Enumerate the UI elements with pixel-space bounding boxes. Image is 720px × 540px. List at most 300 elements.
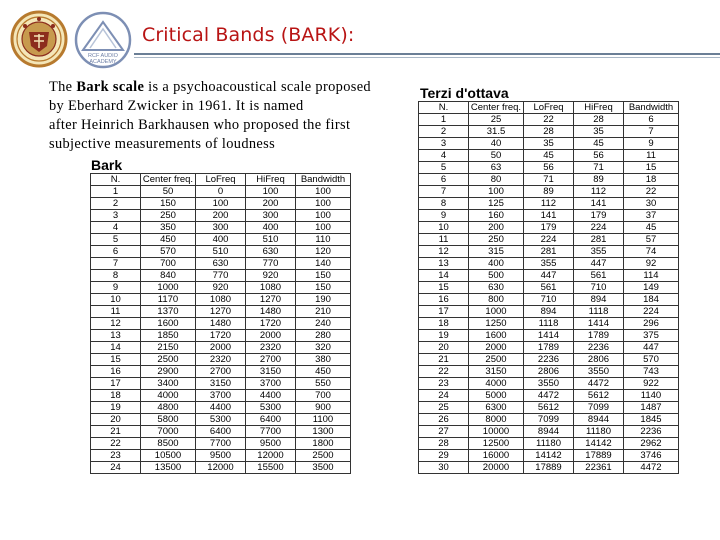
table-cell: 35 <box>524 138 574 150</box>
table-cell: 920 <box>196 282 246 294</box>
table-row <box>91 378 351 390</box>
table-cell: 1170 <box>141 294 196 306</box>
table-cell: 450 <box>296 366 351 378</box>
table-cell: 510 <box>246 234 296 246</box>
table-cell: 15 <box>419 282 469 294</box>
table-cell: 2000 <box>469 342 524 354</box>
table-cell: 30 <box>419 462 469 474</box>
table-cell: 1118 <box>524 318 574 330</box>
table-cell: 447 <box>524 270 574 282</box>
table-cell: 125 <box>469 198 524 210</box>
terzi-table-caption: Terzi d'ottava <box>420 85 509 101</box>
table-cell: 150 <box>296 282 351 294</box>
table-row <box>91 198 351 210</box>
table-cell: 50 <box>141 186 196 198</box>
table-cell: 13 <box>419 258 469 270</box>
intro-line-2: by Eberhard Zwicker in 1961. It is named <box>49 98 304 114</box>
table-cell: 11180 <box>574 426 624 438</box>
table-cell: 11 <box>624 150 679 162</box>
table-cell: 45 <box>624 222 679 234</box>
table-row <box>91 438 351 450</box>
table-cell: 1789 <box>574 330 624 342</box>
table-cell: 800 <box>469 294 524 306</box>
table-cell: 2320 <box>246 342 296 354</box>
table-cell: 1080 <box>246 282 296 294</box>
table-cell: 2806 <box>574 354 624 366</box>
table-cell: 570 <box>141 246 196 258</box>
table-row <box>419 390 679 402</box>
table-row <box>91 342 351 354</box>
table-cell: 35 <box>574 126 624 138</box>
table-cell: 1250 <box>469 318 524 330</box>
table-cell: 22 <box>419 366 469 378</box>
table-cell: 7099 <box>574 402 624 414</box>
column-header: Center freq. <box>469 102 524 114</box>
table-row <box>91 318 351 330</box>
table-cell: 447 <box>624 342 679 354</box>
table-row <box>419 246 679 258</box>
table-cell: 770 <box>246 258 296 270</box>
table-cell: 150 <box>296 270 351 282</box>
table-cell: 3150 <box>196 378 246 390</box>
table-row <box>91 246 351 258</box>
table-cell: 160 <box>469 210 524 222</box>
table-cell: 375 <box>624 330 679 342</box>
table-cell: 4800 <box>141 402 196 414</box>
table-row <box>419 138 679 150</box>
table-cell: 250 <box>469 234 524 246</box>
table-cell: 17 <box>91 378 141 390</box>
table-cell: 1789 <box>524 342 574 354</box>
header-logos <box>10 10 134 70</box>
table-cell: 3400 <box>141 378 196 390</box>
table-cell: 1720 <box>246 318 296 330</box>
table-cell: 9 <box>624 138 679 150</box>
table-cell: 10 <box>91 294 141 306</box>
intro-term-bark-scale: Bark scale <box>76 79 145 95</box>
table-cell: 63 <box>469 162 524 174</box>
table-cell: 4000 <box>469 378 524 390</box>
table-cell: 4472 <box>524 390 574 402</box>
table-cell: 894 <box>524 306 574 318</box>
table-cell: 5300 <box>246 402 296 414</box>
table-header-row <box>91 174 351 186</box>
table-cell: 4472 <box>624 462 679 474</box>
table-cell: 1720 <box>196 330 246 342</box>
table-cell: 19 <box>419 330 469 342</box>
table-cell: 355 <box>574 246 624 258</box>
table-cell: 2900 <box>141 366 196 378</box>
table-row <box>419 270 679 282</box>
table-cell: 2 <box>419 126 469 138</box>
table-cell: 1118 <box>574 306 624 318</box>
table-cell: 300 <box>196 222 246 234</box>
table-cell: 16000 <box>469 450 524 462</box>
table-cell: 120 <box>296 246 351 258</box>
table-cell: 26 <box>419 414 469 426</box>
table-cell: 110 <box>296 234 351 246</box>
table-cell: 1600 <box>141 318 196 330</box>
table-cell: 21 <box>419 354 469 366</box>
table-cell: 2236 <box>624 426 679 438</box>
table-cell: 224 <box>524 234 574 246</box>
table-cell: 561 <box>574 270 624 282</box>
table-cell: 2962 <box>624 438 679 450</box>
table-cell: 28 <box>524 126 574 138</box>
table-cell: 40 <box>469 138 524 150</box>
table-cell: 5 <box>91 234 141 246</box>
table-cell: 4000 <box>141 390 196 402</box>
table-cell: 6300 <box>469 402 524 414</box>
table-cell: 56 <box>574 150 624 162</box>
table-cell: 240 <box>296 318 351 330</box>
table-cell: 710 <box>524 294 574 306</box>
table-cell: 320 <box>296 342 351 354</box>
table-cell: 2150 <box>141 342 196 354</box>
bark-table <box>90 173 351 474</box>
table-cell: 3150 <box>469 366 524 378</box>
table-cell: 16 <box>91 366 141 378</box>
table-cell: 300 <box>246 210 296 222</box>
table-cell: 8944 <box>524 426 574 438</box>
table-cell: 8 <box>91 270 141 282</box>
column-header: N. <box>91 174 141 186</box>
table-cell: 350 <box>141 222 196 234</box>
table-cell: 100 <box>296 186 351 198</box>
table-cell: 13 <box>91 330 141 342</box>
table-cell: 17 <box>419 306 469 318</box>
table-cell: 1100 <box>296 414 351 426</box>
table-cell: 3150 <box>246 366 296 378</box>
table-cell: 7000 <box>141 426 196 438</box>
table-cell: 1800 <box>296 438 351 450</box>
table-cell: 1370 <box>141 306 196 318</box>
table-cell: 10500 <box>141 450 196 462</box>
table-cell: 8000 <box>469 414 524 426</box>
table-cell: 28 <box>419 438 469 450</box>
table-cell: 150 <box>141 198 196 210</box>
table-cell: 3746 <box>624 450 679 462</box>
table-row <box>419 282 679 294</box>
table-cell: 922 <box>624 378 679 390</box>
table-cell: 400 <box>246 222 296 234</box>
table-cell: 840 <box>141 270 196 282</box>
table-cell: 280 <box>296 330 351 342</box>
intro-text: The <box>49 79 77 95</box>
table-cell: 23 <box>419 378 469 390</box>
table-cell: 1850 <box>141 330 196 342</box>
table-cell: 3 <box>419 138 469 150</box>
terzi-ottava-table <box>418 101 679 474</box>
table-cell: 22 <box>624 186 679 198</box>
table-row <box>91 222 351 234</box>
table-cell: 14 <box>91 342 141 354</box>
table-cell: 400 <box>196 234 246 246</box>
table-cell: 7 <box>419 186 469 198</box>
table-cell: 700 <box>296 390 351 402</box>
table-cell: 2500 <box>141 354 196 366</box>
table-cell: 100 <box>469 186 524 198</box>
table-cell: 1480 <box>246 306 296 318</box>
table-cell: 10000 <box>469 426 524 438</box>
table-cell: 450 <box>141 234 196 246</box>
table-row <box>419 150 679 162</box>
table-cell: 770 <box>196 270 246 282</box>
table-cell: 10 <box>419 222 469 234</box>
table-cell: 20 <box>419 342 469 354</box>
table-cell: 1000 <box>469 306 524 318</box>
table-cell: 2806 <box>524 366 574 378</box>
table-cell: 5300 <box>196 414 246 426</box>
intro-line-3: after Heinrich Barkhausen who proposed the first <box>49 117 351 133</box>
table-cell: 190 <box>296 294 351 306</box>
table-cell: 200 <box>469 222 524 234</box>
table-row <box>91 294 351 306</box>
table-cell: 1270 <box>246 294 296 306</box>
table-cell: 1600 <box>469 330 524 342</box>
table-cell: 21 <box>91 426 141 438</box>
table-cell: 1487 <box>624 402 679 414</box>
table-cell: 2236 <box>524 354 574 366</box>
table-cell: 210 <box>296 306 351 318</box>
logo-text-bottom: ACADEMY <box>89 59 117 65</box>
table-cell: 224 <box>624 306 679 318</box>
column-header: LoFreq <box>524 102 574 114</box>
table-cell: 4 <box>91 222 141 234</box>
title-divider <box>134 53 720 55</box>
table-cell: 25 <box>469 114 524 126</box>
table-cell: 0 <box>196 186 246 198</box>
table-cell: 2320 <box>196 354 246 366</box>
column-header: Bandwidth <box>296 174 351 186</box>
table-cell: 11 <box>419 234 469 246</box>
table-row <box>419 462 679 474</box>
table-cell: 281 <box>574 234 624 246</box>
table-cell: 24 <box>419 390 469 402</box>
table-cell: 1000 <box>141 282 196 294</box>
table-cell: 28 <box>574 114 624 126</box>
table-row <box>419 414 679 426</box>
table-cell: 1300 <box>296 426 351 438</box>
table-cell: 1414 <box>574 318 624 330</box>
table-row <box>419 234 679 246</box>
table-cell: 23 <box>91 450 141 462</box>
table-cell: 2236 <box>574 342 624 354</box>
table-row <box>91 306 351 318</box>
table-row <box>91 282 351 294</box>
table-cell: 80 <box>469 174 524 186</box>
table-cell: 100 <box>296 210 351 222</box>
column-header: Bandwidth <box>624 102 679 114</box>
table-cell: 17889 <box>574 450 624 462</box>
table-row <box>91 186 351 198</box>
table-cell: 8500 <box>141 438 196 450</box>
title-divider-light <box>134 57 720 58</box>
table-cell: 500 <box>469 270 524 282</box>
table-cell: 27 <box>419 426 469 438</box>
column-header: N. <box>419 102 469 114</box>
table-cell: 3500 <box>296 462 351 474</box>
table-cell: 630 <box>469 282 524 294</box>
table-cell: 1845 <box>624 414 679 426</box>
table-cell: 250 <box>141 210 196 222</box>
bark-table-caption: Bark <box>91 157 123 173</box>
table-cell: 14142 <box>524 450 574 462</box>
table-cell: 3550 <box>524 378 574 390</box>
table-cell: 6 <box>419 174 469 186</box>
table-cell: 140 <box>296 258 351 270</box>
table-cell: 45 <box>574 138 624 150</box>
table-cell: 5612 <box>524 402 574 414</box>
table-cell: 3 <box>91 210 141 222</box>
table-row <box>419 162 679 174</box>
table-cell: 141 <box>524 210 574 222</box>
table-cell: 45 <box>524 150 574 162</box>
table-cell: 89 <box>574 174 624 186</box>
table-cell: 281 <box>524 246 574 258</box>
table-cell: 561 <box>524 282 574 294</box>
table-row <box>91 234 351 246</box>
table-row <box>91 390 351 402</box>
table-cell: 9500 <box>246 438 296 450</box>
logo-text-top: RCF AUDIO <box>88 53 118 59</box>
table-cell: 19 <box>91 402 141 414</box>
table-row <box>91 426 351 438</box>
intro-line-4: subjective measurements of loudness <box>49 136 276 152</box>
table-cell: 315 <box>469 246 524 258</box>
table-row <box>419 186 679 198</box>
table-cell: 18 <box>624 174 679 186</box>
intro-paragraph <box>49 78 409 154</box>
table-cell: 179 <box>524 222 574 234</box>
table-cell: 6400 <box>246 414 296 426</box>
table-row <box>91 402 351 414</box>
table-cell: 141 <box>574 198 624 210</box>
table-row <box>419 438 679 450</box>
table-cell: 4400 <box>196 402 246 414</box>
table-row <box>419 114 679 126</box>
table-cell: 7 <box>624 126 679 138</box>
column-header: LoFreq <box>196 174 246 186</box>
table-cell: 5 <box>419 162 469 174</box>
table-row <box>91 210 351 222</box>
table-cell: 200 <box>246 198 296 210</box>
table-cell: 15 <box>624 162 679 174</box>
table-cell: 100 <box>196 198 246 210</box>
table-row <box>91 270 351 282</box>
table-cell: 112 <box>524 198 574 210</box>
table-row <box>419 426 679 438</box>
table-cell: 710 <box>574 282 624 294</box>
table-cell: 8 <box>419 198 469 210</box>
table-cell: 2000 <box>246 330 296 342</box>
column-header: Center freq. <box>141 174 196 186</box>
table-row <box>91 330 351 342</box>
table-cell: 74 <box>624 246 679 258</box>
table-cell: 16 <box>419 294 469 306</box>
table-row <box>419 378 679 390</box>
table-cell: 7099 <box>524 414 574 426</box>
table-row <box>419 258 679 270</box>
table-row <box>419 330 679 342</box>
table-cell: 92 <box>624 258 679 270</box>
table-row <box>419 210 679 222</box>
table-cell: 2000 <box>196 342 246 354</box>
table-cell: 630 <box>246 246 296 258</box>
table-row <box>419 126 679 138</box>
table-cell: 1 <box>419 114 469 126</box>
page-title: Critical Bands (BARK): <box>142 24 355 46</box>
table-cell: 12000 <box>196 462 246 474</box>
table-cell: 6 <box>624 114 679 126</box>
table-cell: 550 <box>296 378 351 390</box>
table-cell: 9500 <box>196 450 246 462</box>
table-row <box>419 294 679 306</box>
table-cell: 1480 <box>196 318 246 330</box>
table-cell: 100 <box>296 198 351 210</box>
table-cell: 296 <box>624 318 679 330</box>
table-cell: 1270 <box>196 306 246 318</box>
table-cell: 100 <box>246 186 296 198</box>
table-row <box>91 450 351 462</box>
table-cell: 14 <box>419 270 469 282</box>
table-cell: 200 <box>196 210 246 222</box>
table-cell: 71 <box>524 174 574 186</box>
table-cell: 7 <box>91 258 141 270</box>
table-row <box>419 318 679 330</box>
table-row <box>419 198 679 210</box>
table-cell: 17889 <box>524 462 574 474</box>
table-cell: 570 <box>624 354 679 366</box>
table-cell: 9 <box>419 210 469 222</box>
table-row <box>419 306 679 318</box>
table-cell: 4400 <box>246 390 296 402</box>
table-cell: 9 <box>91 282 141 294</box>
table-cell: 11180 <box>524 438 574 450</box>
table-cell: 1414 <box>524 330 574 342</box>
table-row <box>419 342 679 354</box>
table-cell: 2700 <box>196 366 246 378</box>
table-header-row <box>419 102 679 114</box>
table-cell: 1140 <box>624 390 679 402</box>
table-row <box>419 402 679 414</box>
table-row <box>419 366 679 378</box>
table-cell: 1 <box>91 186 141 198</box>
table-cell: 510 <box>196 246 246 258</box>
university-seal-and-academy-logo <box>10 10 134 70</box>
table-cell: 7700 <box>246 426 296 438</box>
table-cell: 743 <box>624 366 679 378</box>
table-cell: 100 <box>296 222 351 234</box>
table-cell: 920 <box>246 270 296 282</box>
table-row <box>91 414 351 426</box>
table-cell: 2500 <box>296 450 351 462</box>
table-cell: 224 <box>574 222 624 234</box>
table-cell: 12 <box>419 246 469 258</box>
table-cell: 700 <box>141 258 196 270</box>
table-row <box>91 462 351 474</box>
table-cell: 447 <box>574 258 624 270</box>
intro-text: is a psychoacoustical scale proposed <box>144 79 371 95</box>
table-cell: 7700 <box>196 438 246 450</box>
table-row <box>419 174 679 186</box>
table-cell: 114 <box>624 270 679 282</box>
table-cell: 18 <box>91 390 141 402</box>
table-cell: 894 <box>574 294 624 306</box>
table-cell: 15 <box>91 354 141 366</box>
table-cell: 2700 <box>246 354 296 366</box>
table-cell: 380 <box>296 354 351 366</box>
